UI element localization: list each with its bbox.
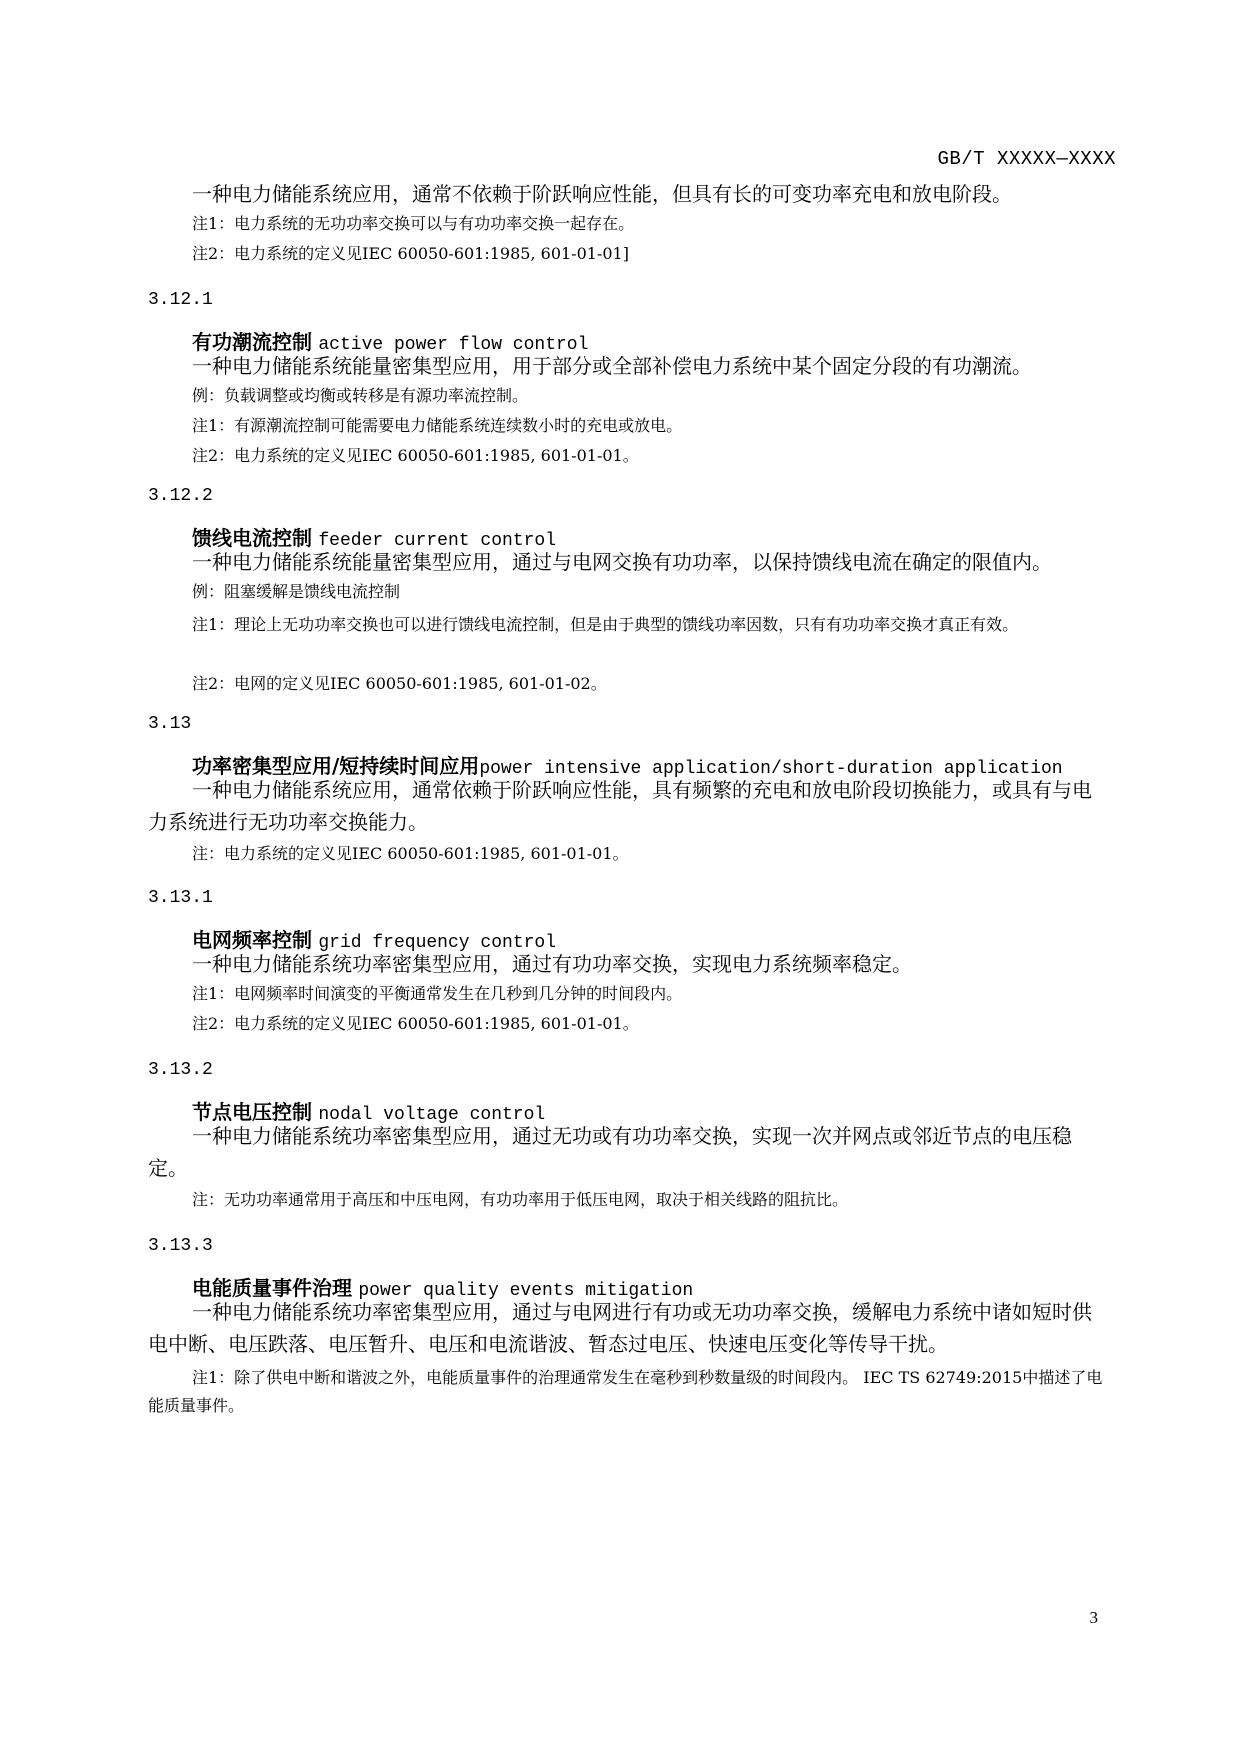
definition-3-12-2: 一种电力储能系统能量密集型应用，通过与电网交换有功功率，以保持馈线电流在确定的限值内。 — [192, 550, 1052, 574]
term-en: nodal voltage control — [318, 1105, 546, 1125]
term-en: power intensive application/short-duration application — [479, 759, 1063, 779]
term-zh: 电网频率控制 — [192, 928, 312, 952]
definition-3-13-3: 一种电力储能系统功率密集型应用，通过与电网进行有功或无功功率交换，缓解电力系统中诸如短时供电中断、电压跌落、电压暂升、电压和电流谐波、暂态过电压、快速电压变化等传导干扰。 — [148, 1300, 1092, 1356]
note-3-13-2: 注：无功功率通常用于高压和中压电网，有功功率用于低压电网，取决于相关线路的阻抗比。 — [192, 1190, 849, 1209]
term-en: grid frequency control — [318, 933, 556, 953]
section-number-3-13: 3.13 — [148, 714, 192, 734]
note-1-3-13-3: 注1：除了供电中断和谐波之外，电能质量事件的治理通常发生在毫秒到秒数量级的时间段内。 IEC TS 62749:2015中描述了电能质量事件。 — [148, 1368, 1103, 1415]
definition-3-12-1: 一种电力储能系统能量密集型应用，用于部分或全部补偿电力系统中某个固定分段的有功潮流。 — [192, 354, 1032, 378]
note-2-3-13-1: 注2：电力系统的定义见IEC 60050-601:1985, 601-01-01。 — [192, 1014, 639, 1033]
term-en: active power flow control — [318, 335, 589, 355]
note-3-13: 注：电力系统的定义见IEC 60050-601:1985, 601-01-01。 — [192, 844, 629, 863]
section-number-3-13-2: 3.13.2 — [148, 1060, 213, 1080]
definition-3-13-2: 一种电力储能系统功率密集型应用，通过无功或有功功率交换，实现一次并网点或邻近节点的电压稳定。 — [148, 1124, 1072, 1180]
note-2-3-12-2: 注2：电网的定义见IEC 60050-601:1985, 601-01-02。 — [192, 674, 607, 693]
note-2-3-12-1: 注2：电力系统的定义见IEC 60050-601:1985, 601-01-01。 — [192, 446, 639, 465]
intro-note-1: 注1：电力系统的无功功率交换可以与有功功率交换一起存在。 — [192, 214, 635, 233]
section-number-3-13-1: 3.13.1 — [148, 888, 213, 908]
section-number-3-12-2: 3.12.2 — [148, 486, 213, 506]
document-code-header: GB/T XXXXX—XXXX — [937, 148, 1116, 170]
term-en: feeder current control — [318, 531, 556, 551]
definition-3-13-1: 一种电力储能系统功率密集型应用，通过有功功率交换，实现电力系统频率稳定。 — [192, 952, 912, 976]
term-en: power quality events mitigation — [358, 1281, 694, 1301]
section-number-3-12-1: 3.12.1 — [148, 290, 213, 310]
page-number: 3 — [1089, 1608, 1098, 1627]
term-zh: 节点电压控制 — [192, 1100, 312, 1124]
intro-definition: 一种电力储能系统应用，通常不依赖于阶跃响应性能，但具有长的可变功率充电和放电阶段。 — [192, 182, 1012, 206]
note-1-3-12-1: 注1：有源潮流控制可能需要电力储能系统连续数小时的充电或放电。 — [192, 416, 683, 435]
note-1-3-13-1: 注1：电网频率时间演变的平衡通常发生在几秒到几分钟的时间段内。 — [192, 984, 683, 1003]
section-number-3-13-3: 3.13.3 — [148, 1236, 213, 1256]
term-zh: 馈线电流控制 — [192, 526, 312, 550]
definition-3-13: 一种电力储能系统应用，通常依赖于阶跃响应性能，具有频繁的充电和放电阶段切换能力，或具有与电力系统进行无功功率交换能力。 — [148, 778, 1092, 834]
term-zh: 有功潮流控制 — [192, 330, 312, 354]
term-zh: 功率密集型应用/短持续时间应用 — [192, 754, 480, 778]
term-zh: 电能质量事件治理 — [192, 1276, 352, 1300]
example-3-12-2: 例：阻塞缓解是馈线电流控制 — [192, 582, 401, 601]
intro-note-2: 注2：电力系统的定义见IEC 60050-601:1985, 601-01-01] — [192, 244, 629, 263]
example-3-12-1: 例：负载调整或均衡或转移是有源功率流控制。 — [192, 386, 529, 405]
note-1-3-12-2: 注1：理论上无功功率交换也可以进行馈线电流控制，但是由于典型的馈线功率因数，只有有功功率交换才真正有效。 — [192, 615, 1019, 634]
